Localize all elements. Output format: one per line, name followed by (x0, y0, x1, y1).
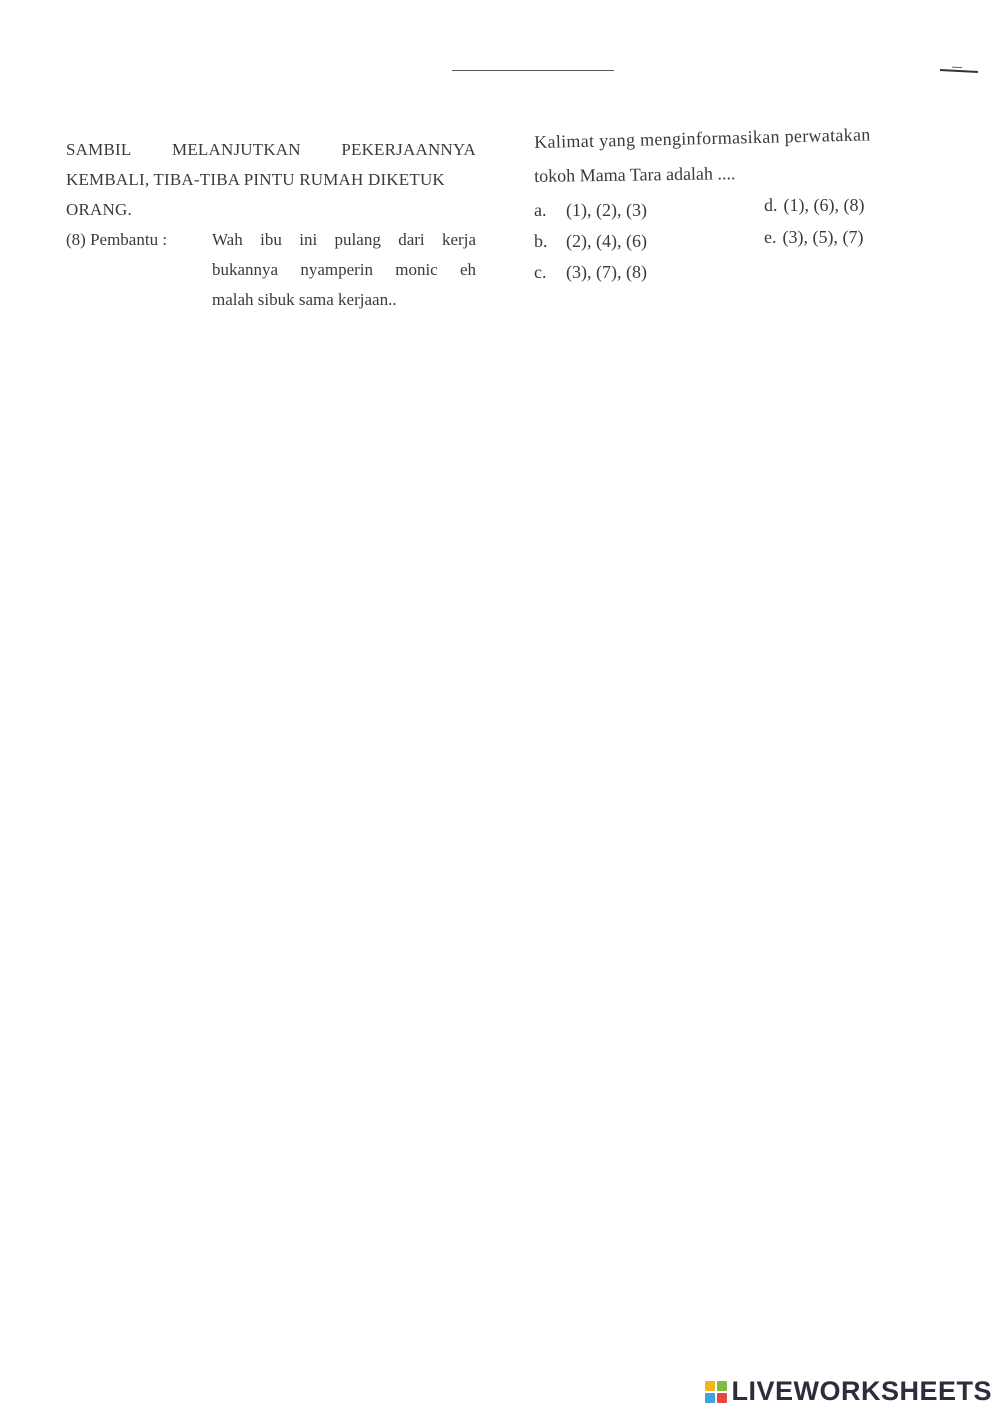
speaker-label: (8) Pembantu : (66, 230, 168, 249)
word: SAMBIL (66, 140, 132, 159)
option-letter: a. (534, 200, 547, 220)
option-text: (2), (4), (6) (566, 231, 647, 251)
option-a[interactable] (534, 200, 647, 221)
logo-square-icon (705, 1381, 715, 1391)
logo-square-icon (705, 1393, 715, 1403)
logo-square-icon (717, 1393, 727, 1403)
stage-direction-line-1 (66, 135, 476, 165)
dialog-line-8 (66, 225, 476, 315)
option-b[interactable] (534, 231, 647, 252)
option-text: (1), (6), (8) (783, 195, 865, 215)
speech-line-3: malah sibuk sama kerjaan.. (212, 290, 397, 309)
logo-square-icon (717, 1381, 727, 1391)
option-e[interactable] (764, 227, 863, 248)
option-letter: b. (534, 231, 548, 251)
stage-direction-line-3: ORANG. (66, 200, 132, 219)
option-c[interactable] (534, 262, 647, 283)
word: MELANJUTKAN (172, 140, 301, 159)
drama-excerpt (66, 135, 476, 315)
liveworksheets-brand[interactable] (705, 1376, 992, 1407)
stage-direction-line-2: KEMBALI, TIBA-TIBA PINTU RUMAH DIKETUK (66, 170, 445, 189)
option-letter: e. (764, 227, 777, 247)
option-text: (3), (7), (8) (566, 262, 647, 282)
speech-text (212, 225, 476, 315)
word: PEKERJAANNYA (341, 140, 476, 159)
option-text: (3), (5), (7) (782, 227, 864, 247)
question-text-line-1: Kalimat yang menginformasikan perwatakan (534, 124, 871, 152)
speech-line-2: bukannya nyamperin monic eh (212, 260, 476, 279)
question-text-line-2: tokoh Mama Tara adalah .... (534, 163, 736, 186)
option-letter: d. (764, 195, 778, 215)
top-rule (452, 70, 614, 71)
brand-name: LIVEWORKSHEETS (731, 1376, 992, 1406)
corner-scan-mark (940, 69, 978, 73)
option-letter: c. (534, 262, 547, 282)
liveworksheets-logo-icon (705, 1381, 727, 1403)
option-text: (1), (2), (3) (566, 200, 647, 220)
speech-line-1: Wah ibu ini pulang dari kerja (212, 230, 476, 249)
option-d[interactable] (764, 195, 864, 216)
